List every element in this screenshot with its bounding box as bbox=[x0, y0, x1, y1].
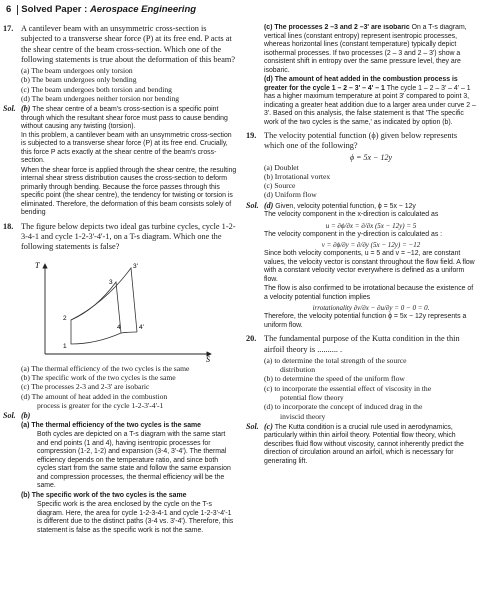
left-column bbox=[3, 24, 238, 614]
question-stem: The velocity potential function (ϕ) given below represents which one of the following? bbox=[264, 131, 458, 151]
solution-option: (b) bbox=[21, 104, 31, 114]
solution-para: Since both velocity components, u = 5 and v = −12, are constant values, the velocity vector is constant throughout the flow field. A flow with a constant velocity vector everywhere is defined as a uniform flow. bbox=[264, 250, 475, 283]
solution-para: In this problem, a cantilever beam with an unsymmetric cross-section is subjected to a transverse shear force (P) at its free end. Crucially, this force P acts exactly at the shear centre of the beam's cross-section. bbox=[21, 131, 232, 165]
option-continuation: potential flow theory bbox=[280, 393, 344, 403]
point-label: 3' bbox=[133, 262, 138, 270]
solution-tag bbox=[3, 105, 21, 132]
question-stem: A cantilever beam with an unsymmetric cross-section is subjected to a transverse shear force (P) at its free end. P acts at the shear centre of the beam cross-section. Which one of the following statements is true about the deformation of this beam? bbox=[21, 24, 236, 64]
option: (a) Doublet bbox=[264, 162, 299, 172]
option bbox=[246, 365, 478, 374]
solution-para: Both cycles are depicted on a T-s diagram with the same start and end points (1 and 4), having isentropic processes for compression (1-2, 1-2) and expansion (3-4, 3'-4'). The thermal efficiency depends on the temperature ratio, and since both cycles start from the same state and follow the same expansion and compression processes, the thermal efficiency will be the same. bbox=[37, 431, 231, 490]
option: (c) The processes 2-3 and 2-3' are isobaric bbox=[21, 382, 150, 392]
question-number: 20. bbox=[246, 334, 257, 344]
question-stem: The fundamental purpose of the Kutta condition in the thin airfoil theory is .......... . bbox=[264, 334, 460, 354]
ts-diagram bbox=[21, 254, 238, 364]
option bbox=[3, 401, 238, 410]
option: (c) The beam undergoes both torsion and bending bbox=[21, 84, 172, 94]
header-divider bbox=[17, 5, 18, 15]
solution-text: On a T-s diagram, vertical lines (constant entropy) represent isentropic processes, whereas horizontal lines (constant temperature) typically depict isothermal processes. If two processes (2 – 3 and 2 – 3') show a consistent shift in entropy over the same pressure level, they are isobaric. bbox=[264, 24, 467, 74]
option: (a) The thermal efficiency of the two cycles is the same bbox=[21, 363, 190, 373]
solution-subhead: 1 – 2 – 3' – 4' – 1 bbox=[331, 84, 385, 92]
question-19 bbox=[246, 131, 478, 152]
option: (c) to incorporate the essential effect of viscosity in the bbox=[264, 383, 432, 393]
question-18 bbox=[3, 222, 238, 253]
solution-para: When the shear force is applied through the shear centre, the resulting internal shear stress distribution causes the cross-section to deform primarily through bending. Because the force passes through this specific point (the shear centre), the tendency for twisting or torsion is eliminated. Therefore, the deformation of this beam consists solely of bending bbox=[21, 166, 237, 217]
option bbox=[246, 412, 478, 421]
curve-4-4p bbox=[121, 332, 137, 333]
cycle-123p4p bbox=[71, 268, 137, 332]
solution-text: Given, velocity potential function, ϕ = 5x − 12y bbox=[275, 202, 416, 210]
point-label: 2 bbox=[63, 314, 67, 322]
solution-18 bbox=[3, 412, 238, 422]
ts-diagram-svg bbox=[21, 254, 231, 364]
solution-body bbox=[264, 423, 478, 467]
option: (c) Source bbox=[264, 181, 296, 191]
equation: irrotationality ∂v/∂x − ∂u/∂y = 0 − 0 = 0. bbox=[312, 304, 430, 313]
solution-para: Therefore, the velocity potential function ϕ = 5x − 12y represents a uniform flow. bbox=[264, 313, 467, 329]
solution-tag bbox=[246, 202, 264, 212]
question-number: 19. bbox=[246, 131, 257, 140]
question-number: 18. bbox=[3, 221, 14, 231]
option: (b) The beam undergoes only bending bbox=[21, 75, 137, 85]
option: (b) The specific work of the two cycles is the same bbox=[21, 373, 176, 383]
solution-para bbox=[246, 76, 478, 127]
option: (d) The amount of heat added in the combustion bbox=[21, 391, 168, 401]
solution-option: (b) bbox=[21, 411, 31, 421]
sol-label: Sol. bbox=[3, 104, 16, 114]
solution-para bbox=[246, 24, 478, 75]
point-label: 4' bbox=[139, 323, 144, 331]
t-axis-label: T bbox=[35, 260, 40, 270]
solution-body bbox=[21, 105, 238, 132]
question-20 bbox=[246, 334, 478, 355]
header-title-subject: Aerospace Engineering bbox=[89, 4, 197, 15]
solution-option: (c) bbox=[264, 421, 273, 431]
sol-label: Sol. bbox=[246, 421, 259, 431]
point-label: 3 bbox=[109, 278, 113, 286]
point-label: 1 bbox=[63, 342, 67, 350]
sol-label: Sol. bbox=[3, 411, 16, 421]
solution-tag bbox=[3, 412, 21, 422]
option: (a) The beam undergoes only torsion bbox=[21, 66, 133, 76]
equation: u = ∂ϕ/∂x = ∂/∂x (5x − 12y) = 5 bbox=[325, 221, 417, 230]
option: (a) to determine the total strength of the source bbox=[264, 355, 407, 365]
question-stem: The figure below depicts two ideal gas turbine cycles, cycle 1-2-3-4-1 and cycle 1-2-3'-4'-1, on a T-s diagram. Which one the following statements is false? bbox=[21, 221, 236, 252]
solution-subhead: (a) The thermal efficiency of the two cycles is the same bbox=[21, 421, 201, 429]
option-continuation: inviscid theory bbox=[280, 411, 326, 421]
solution-17 bbox=[3, 105, 238, 132]
solution-option: (d) bbox=[264, 200, 274, 210]
option bbox=[246, 393, 478, 402]
page-number: 6 bbox=[6, 4, 12, 15]
solution-19 bbox=[246, 202, 478, 212]
equation: v = ∂ϕ/∂y = ∂/∂y (5x − 12y) = −12 bbox=[321, 241, 421, 250]
solution-subhead: (b) The specific work of the two cycles is the same bbox=[21, 491, 187, 499]
solution-body bbox=[264, 202, 478, 212]
sol-label: Sol. bbox=[246, 200, 259, 210]
option: (d) Uniform flow bbox=[264, 190, 317, 200]
option: (b) to determine the speed of the uniform flow bbox=[264, 374, 405, 384]
option: (d) The beam undergoes neither torsion nor bending bbox=[21, 94, 180, 104]
s-axis-label: S bbox=[206, 354, 210, 364]
solution-body bbox=[21, 412, 238, 422]
cycle-1234 bbox=[71, 282, 121, 344]
solution-para: The velocity component in the y-direction is calculated as : bbox=[264, 230, 443, 238]
solution-tag bbox=[246, 423, 264, 467]
option-continuation: process is greater for the cycle 1-2-3'-4'-1 bbox=[37, 400, 164, 410]
solution-text: The cycle 1 – 2 – 3' – 4' – 1 has a higher maximum temperature at point 3' compared to point 3, indicating a greater heat addition due to a larger area under curve 2 – 3'. Based on this analysis, the false statement is that 'The specific work of the two cycles is the same,' as indicated by option (b). bbox=[264, 84, 476, 126]
option: (d) to incorporate the concept of induced drag in the bbox=[264, 402, 423, 412]
page-header bbox=[6, 3, 196, 16]
right-column bbox=[246, 24, 478, 614]
point-label: 4 bbox=[117, 323, 121, 331]
solution-20 bbox=[246, 423, 478, 467]
equation: ϕ = 5x − 12y bbox=[349, 152, 393, 162]
question-number: 17. bbox=[3, 24, 14, 33]
option: (b) Irrotational vortex bbox=[264, 171, 331, 181]
solution-subhead: (d) The amount of heat added in the combustion process is greater for the cycle bbox=[264, 76, 458, 92]
solution-para: The flow is also confirmed to be irrotational because the existence of a velocity potential function implies bbox=[264, 285, 474, 301]
solution-subhead: (c) The processes 2 –3 and 2 –3' are isobaric bbox=[264, 24, 410, 31]
solution-text: The Kutta condition is a crucial rule used in aerodynamics, particularly within thin airfoil theory. Potential flow theory, which describes fluid flow without viscosity, cannot inherently predict the direction of circulation around an airfoil, which is necessary for generating lift. bbox=[264, 423, 464, 465]
solution-para: Specific work is the area enclosed by the cycle on the T-s diagram. Here, the area for cycle 1-2-3-4-1 and cycle 1-2-3'-4'-1 is different due to the distinct paths (3-4 vs. 3'-4'). Therefore, this statement is false as the specific work is not the same. bbox=[37, 501, 234, 534]
question-17 bbox=[3, 24, 238, 65]
solution-para: The shear centre of a beam's cross-section is a specific point through which the resultant shear force must pass to cause bending without causing any twisting (torsion). bbox=[21, 106, 228, 131]
header-title-prefix: Solved Paper : bbox=[21, 4, 90, 15]
solution-para: The velocity component in the x-direction is calculated as bbox=[264, 211, 439, 219]
option-continuation: distribution bbox=[280, 365, 316, 375]
header-title bbox=[21, 4, 196, 15]
